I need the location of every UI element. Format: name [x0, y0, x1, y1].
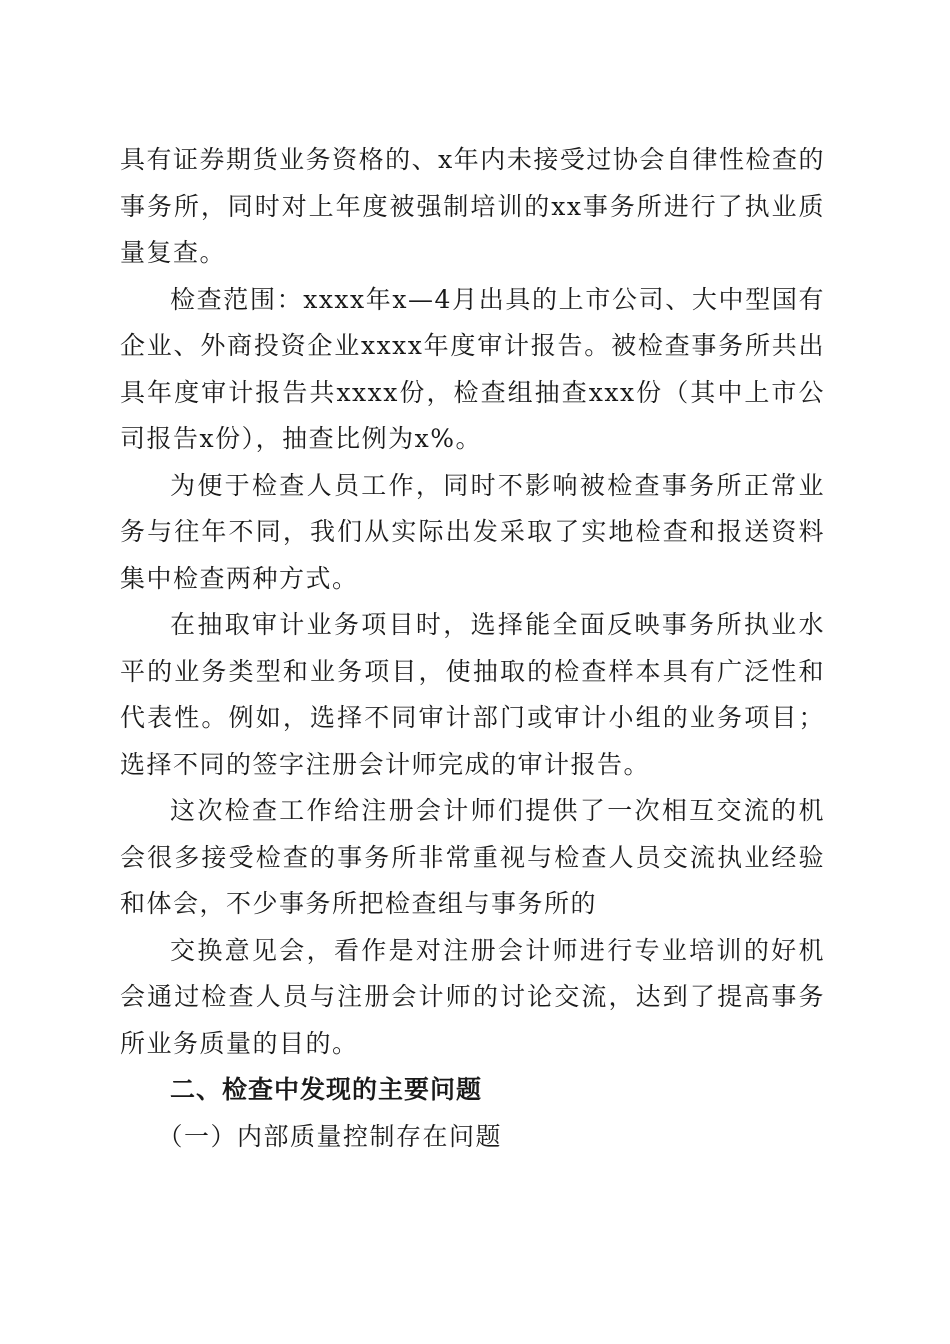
paragraph-continuation: 具有证券期货业务资格的、x年内未接受过协会自律性检查的事务所，同时对上年度被强制培训的xx事务所进行了执业质量复查。	[120, 145, 825, 267]
paragraph-exchange-meeting: 交换意见会，看作是对注册会计师进行专业培训的好机会通过检查人员与注册会计师的讨论交流，达到了提高事务所业务质量的目的。	[120, 935, 825, 1058]
paragraph-inspection-methods: 为便于检查人员工作，同时不影响被检查事务所正常业务与往年不同，我们从实际出发采取了实地检查和报送资料集中检查两种方式。	[120, 470, 825, 593]
subsection-heading: （一）内部质量控制存在问题	[157, 1121, 503, 1151]
paragraph-sample-selection: 在抽取审计业务项目时，选择能全面反映事务所执业水平的业务类型和业务项目，使抽取的检查样本具有广泛性和代表性。例如，选择不同审计部门或审计小组的业务项目；选择不同的签字注册会计师完成的审计报告。	[120, 610, 825, 779]
paragraph-inspection-scope: 检查范围：xxxx年x—4月出具的上市公司、大中型国有企业、外商投资企业xxxx年度审计报告。被检查事务所共出具年度审计报告共xxxx份，检查组抽查xxx份（其中上市公司报告x份），抽查比例为x%。	[120, 284, 825, 453]
paragraph-exchange-opportunity: 这次检查工作给注册会计师们提供了一次相互交流的机会很多接受检查的事务所非常重视与检查人员交流执业经验和体会，不少事务所把检查组与事务所的	[120, 796, 825, 918]
document-body	[120, 137, 825, 1160]
section-heading: 二、检查中发现的主要问题	[170, 1075, 483, 1104]
